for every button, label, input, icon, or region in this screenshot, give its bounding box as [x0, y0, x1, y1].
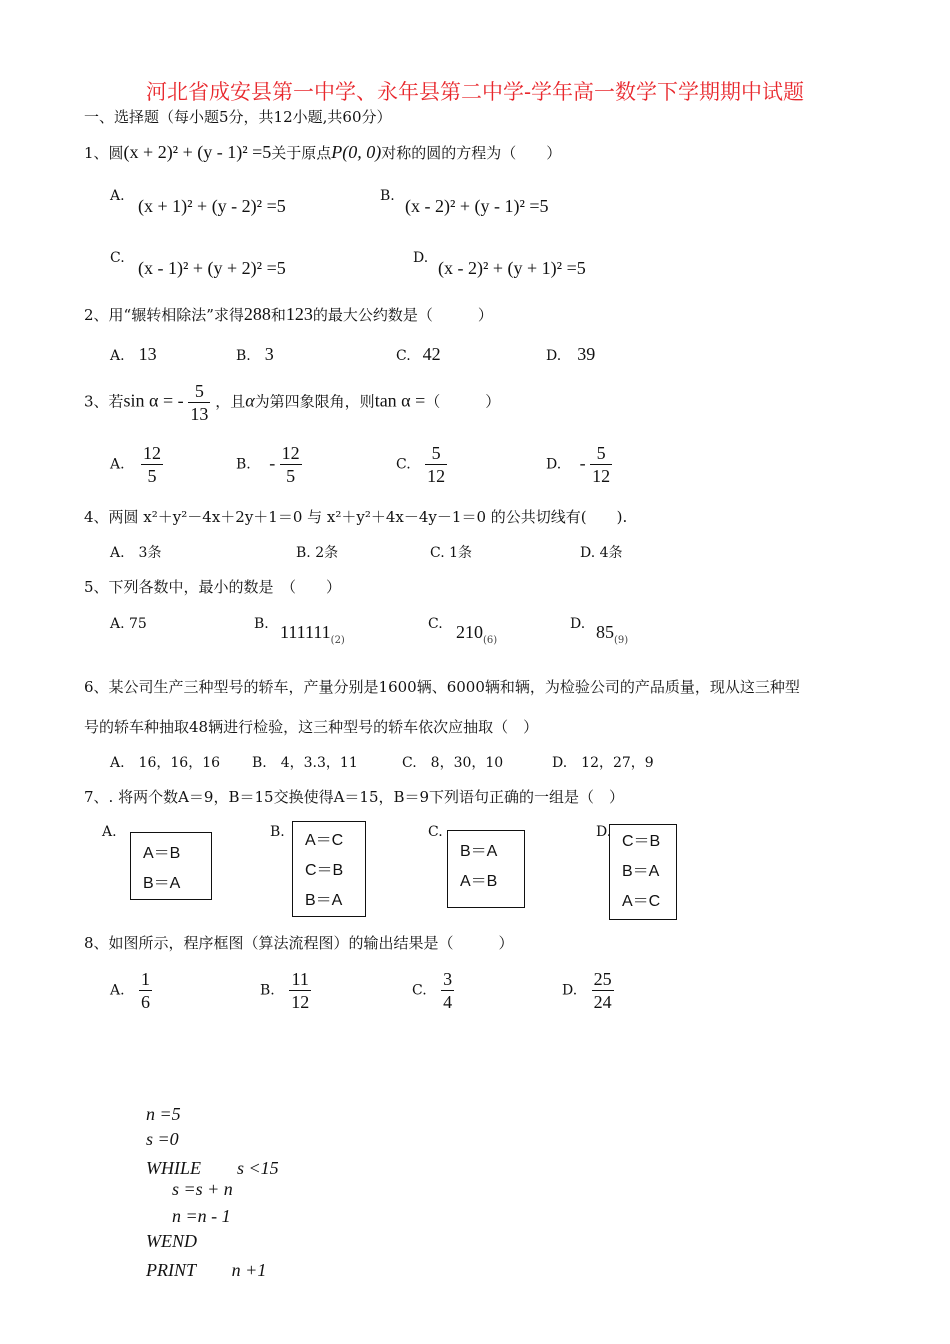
q6-option-c[interactable]: C. 8，30，10 — [402, 755, 504, 771]
q1-stem-c: 对称的圆的方程为（ ） — [381, 144, 562, 162]
question-5: 5、下列各数中，最小的数是 （ ） — [84, 578, 342, 596]
question-2 — [84, 304, 493, 325]
q7-option-d-label[interactable]: D. — [596, 824, 612, 840]
option-label: C. — [428, 616, 443, 632]
option-value: 85 — [596, 622, 614, 642]
code-line: A＝C — [305, 832, 344, 849]
q1-option-b[interactable] — [380, 188, 395, 204]
q2-stem-a: 2、用“辗转相除法”求得 — [84, 306, 244, 324]
denominator: 4 — [443, 992, 453, 1012]
option-fraction — [590, 442, 612, 487]
option-label: A. — [110, 188, 125, 204]
denominator: 13 — [190, 404, 209, 424]
denominator: 5 — [280, 464, 302, 487]
q2-and: 和 — [270, 306, 286, 324]
option-fraction — [425, 442, 447, 487]
option-label: C. — [396, 456, 411, 473]
q4-option-a[interactable]: A. 3条 — [110, 545, 162, 561]
q4-option-c[interactable]: C. 1条 — [430, 545, 473, 561]
q7-option-b-label[interactable]: B. — [270, 824, 285, 840]
q2-option-c[interactable] — [396, 344, 441, 365]
denominator: 24 — [593, 992, 612, 1012]
option-label: B. — [380, 188, 395, 204]
q6-option-b[interactable]: B. 4，3.3，11 — [252, 755, 358, 771]
denominator: 6 — [141, 992, 151, 1012]
q2-number-1: 288 — [243, 304, 271, 324]
q5-option-d-value — [596, 622, 628, 646]
code-line: C＝B — [305, 862, 344, 879]
q3-option-c[interactable] — [396, 442, 447, 487]
section-heading: 一、选择题（每小题5分，共12小题,共60分） — [84, 108, 392, 126]
code-line: B＝A — [622, 863, 660, 880]
q6-option-d[interactable]: D. 12，27，9 — [552, 755, 654, 771]
option-base: (9) — [614, 635, 629, 646]
q7-option-b-box[interactable] — [292, 821, 366, 917]
q3-stem-c: 为第四象限角，则 — [254, 392, 375, 411]
q5-option-c-value — [456, 622, 497, 646]
q2-option-b[interactable] — [236, 344, 274, 365]
q3-alpha: α — [245, 390, 255, 411]
option-base: (2) — [330, 635, 345, 646]
q6-option-a[interactable]: A. 16，16，16 — [110, 755, 221, 771]
q1-option-d-eq: (x - 2)² + (y + 1)² =5 — [438, 258, 586, 278]
option-fraction — [141, 442, 163, 487]
numerator: 12 — [143, 443, 162, 463]
code-line: C＝B — [622, 833, 661, 850]
option-sign: - — [269, 452, 276, 473]
numerator: 5 — [431, 443, 441, 463]
option-value: 39 — [577, 344, 596, 364]
q2-option-a[interactable] — [110, 344, 157, 365]
q8-option-b[interactable] — [260, 968, 311, 1013]
q3-option-a[interactable] — [110, 442, 163, 487]
q3-option-b[interactable] — [236, 442, 302, 487]
program-line-1: n =5 — [146, 1104, 181, 1124]
q4-option-d[interactable]: D. 4条 — [580, 545, 623, 561]
q1-option-b-eq: (x - 2)² + (y - 1)² =5 — [405, 196, 549, 216]
option-label: D. — [546, 348, 562, 364]
program-line-7: PRINT n +1 — [146, 1260, 267, 1280]
numerator: 25 — [593, 969, 612, 989]
q5-option-c[interactable] — [428, 616, 443, 632]
option-label: C. — [412, 982, 427, 999]
q7-option-d-box[interactable] — [609, 824, 677, 920]
option-fraction — [139, 968, 152, 1013]
option-fraction — [280, 442, 302, 487]
q1-option-a[interactable] — [110, 188, 125, 204]
numerator: 5 — [194, 381, 204, 401]
option-label: A. — [110, 348, 125, 364]
option-fraction — [441, 968, 454, 1013]
q4-option-b[interactable]: B. 2条 — [296, 545, 339, 561]
question-6-line-1: 6、某公司生产三种型号的轿车，产量分别是1600辆、6000辆和辆，为检验公司的产品质量，现从这三种型 — [84, 678, 800, 696]
option-fraction — [289, 968, 311, 1013]
option-value: 111111 — [280, 622, 331, 642]
program-line-2: s =0 — [146, 1129, 179, 1149]
option-label: C. — [396, 348, 411, 364]
code-line: B＝A — [305, 892, 343, 909]
q7-option-c-box[interactable] — [447, 830, 525, 908]
q2-option-d[interactable] — [546, 344, 595, 365]
q1-stem-b: 关于原点 — [271, 144, 332, 162]
q3-sin-expr: sin α = - — [123, 390, 184, 411]
q5-option-b[interactable] — [254, 616, 269, 632]
code-line: A＝B — [143, 845, 181, 862]
page-title: 河北省成安县第一中学、永年县第二中学-学年高一数学下学期期中试题 — [145, 80, 805, 104]
option-label: D. — [546, 456, 562, 473]
option-label: D. — [570, 616, 586, 632]
q1-option-c-eq: (x - 1)² + (y + 2)² =5 — [138, 258, 286, 278]
option-label: A. — [110, 456, 125, 473]
q1-stem-a: 1、圆 — [84, 144, 124, 162]
option-value: 210 — [456, 622, 483, 642]
question-7: 7、. 将两个数A＝9，B＝15交换使得A＝15，B＝9下列语句正确的一组是（ ） — [84, 788, 625, 806]
question-8: 8、如图所示，程序框图（算法流程图）的输出结果是（ ） — [84, 934, 514, 952]
q3-stem-a: 3、若 — [84, 392, 124, 411]
option-sign: - — [579, 452, 586, 473]
q2-stem-b: 的最大公约数是（ ） — [312, 306, 493, 324]
option-value: 3 — [264, 344, 274, 364]
q8-option-d[interactable] — [562, 968, 614, 1013]
option-label: B. — [236, 348, 251, 364]
q1-equation: (x + 2)² + (y - 1)² =5 — [123, 142, 272, 162]
q3-option-d[interactable] — [546, 442, 612, 487]
q1-point: P(0, 0) — [331, 142, 382, 162]
program-line-6: WEND — [146, 1231, 197, 1251]
option-base: (6) — [483, 635, 498, 646]
numerator: 3 — [443, 969, 453, 989]
question-1 — [84, 142, 561, 163]
option-label: B. — [260, 982, 275, 999]
denominator: 5 — [141, 464, 163, 487]
numerator: 1 — [141, 969, 151, 989]
option-label: A. — [110, 982, 125, 999]
q7-option-a-box[interactable] — [130, 832, 212, 900]
code-line: B＝A — [460, 843, 498, 860]
numerator: 11 — [291, 969, 309, 989]
denominator: 12 — [291, 992, 310, 1012]
option-label: D. — [562, 982, 578, 999]
program-line-5: n =n - 1 — [172, 1206, 231, 1226]
code-line: A＝C — [622, 893, 661, 910]
denominator: 12 — [427, 466, 446, 486]
question-4: 4、两圆 x²＋y²－4x＋2y＋1＝0 与 x²＋y²＋4x－4y－1＝0 的公共切线有( ). — [84, 508, 628, 526]
q1-option-c[interactable] — [110, 250, 125, 266]
option-label: B. — [254, 616, 269, 632]
program-line-3: WHILE s <15 — [146, 1158, 279, 1178]
numerator: 12 — [281, 443, 300, 463]
denominator: 12 — [592, 466, 611, 486]
q7-option-c-label[interactable]: C. — [428, 824, 443, 840]
q8-option-c[interactable] — [412, 968, 454, 1013]
option-value: 13 — [138, 344, 157, 364]
q8-option-a[interactable] — [110, 968, 152, 1013]
option-label: C. — [110, 250, 125, 266]
option-fraction — [592, 968, 614, 1013]
q5-option-b-value — [280, 622, 345, 646]
code-line: A＝B — [460, 873, 498, 890]
option-label: D. — [413, 250, 429, 266]
question-3 — [84, 380, 500, 425]
q3-stem-b: ，且 — [215, 392, 246, 411]
option-value: 42 — [422, 344, 441, 364]
q1-option-d[interactable] — [413, 250, 428, 266]
q1-option-a-eq: (x + 1)² + (y - 2)² =5 — [138, 196, 286, 216]
q5-option-d[interactable] — [570, 616, 585, 632]
code-line: B＝A — [143, 875, 181, 892]
q3-tan-expr: tan α = — [374, 390, 426, 411]
q7-option-a-label[interactable]: A. — [102, 824, 117, 840]
question-6-line-2: 号的轿车种抽取48辆进行检验，这三种型号的轿车依次应抽取（ ） — [84, 718, 539, 736]
q3-stem-d: （ ） — [425, 392, 501, 411]
numerator: 5 — [596, 443, 606, 463]
q2-number-2: 123 — [285, 304, 313, 324]
q5-option-a[interactable]: A. 75 — [110, 616, 147, 632]
q3-fraction — [188, 380, 210, 425]
program-line-4: s =s + n — [172, 1179, 233, 1199]
option-label: B. — [236, 456, 251, 473]
